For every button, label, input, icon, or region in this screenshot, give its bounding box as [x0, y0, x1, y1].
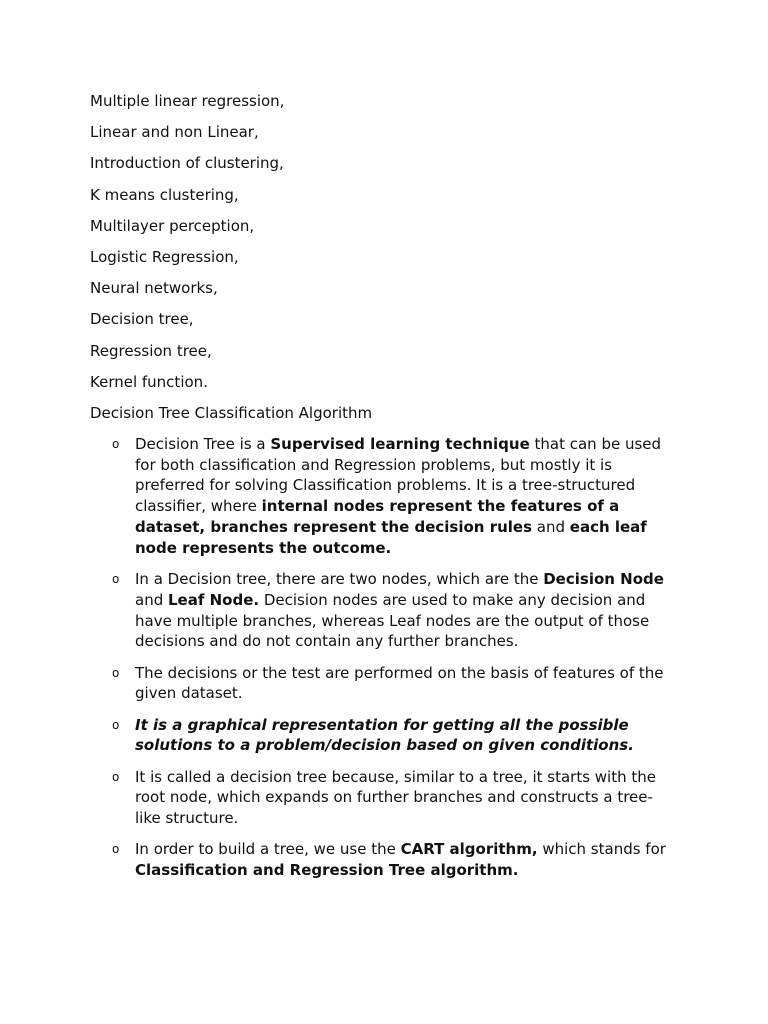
list-item: [90, 663, 675, 705]
bullet-text: Decision nodes are used to make any decision and have multiple branches, whereas Leaf nodes are the output of those decisions and do not contain any further branches.: [135, 590, 650, 651]
bold-phrase: Supervised learning technique: [270, 434, 530, 453]
bold-phrase: CART algorithm,: [400, 840, 538, 859]
bullet-text: The decisions or the test are performed on the basis of features of the given dataset.: [135, 663, 664, 703]
topic-line: Regression tree,: [90, 341, 212, 360]
bullet-list: [90, 434, 690, 881]
bullet-text: that can be used for both classification and Regression problems, but mostly it is preferred for solving Classification problems. It is a tree-structured classifier, where: [135, 434, 662, 516]
bullet-text: and: [532, 518, 570, 537]
bold-phrase: Decision Node: [543, 570, 664, 589]
bullet-marker: o: [112, 769, 120, 784]
bullet-text: Decision Tree is a: [135, 434, 271, 453]
topic-line: Logistic Regression,: [90, 247, 239, 266]
topic-line: Introduction of clustering,: [90, 154, 284, 173]
bold-phrase: Leaf Node.: [168, 590, 260, 609]
bullet-text: and: [135, 590, 168, 609]
list-item: [90, 767, 675, 829]
bold-phrase: Classification and Regression Tree algorithm.: [135, 861, 519, 880]
bullet-marker: o: [112, 572, 120, 587]
topic-line: Decision tree,: [90, 310, 194, 329]
list-item: [90, 569, 675, 652]
bullet-text: In order to build a tree, we use the: [135, 840, 401, 859]
bullet-text: In a Decision tree, there are two nodes, which are the: [135, 570, 544, 589]
topic-line: Multilayer perception,: [90, 216, 255, 235]
topic-line: K means clustering,: [90, 185, 239, 204]
section-heading: Decision Tree Classification Algorithm: [90, 403, 373, 422]
topic-line: Multiple linear regression,: [90, 92, 285, 110]
bullet-marker: o: [112, 842, 120, 857]
bullet-text: which stands for: [537, 840, 666, 859]
topic-line: Neural networks,: [90, 279, 218, 298]
topic-line: Linear and non Linear,: [90, 123, 259, 142]
list-item: [90, 715, 675, 757]
bold-italic-text: It is a graphical representation for getting all the possible solutions to a problem/decision based on given conditions.: [135, 715, 634, 755]
bullet-text: It is called a decision tree because, similar to a tree, it starts with the root node, which expands on further branches and constructs a tree-like structure.: [135, 767, 656, 828]
bullet-marker: o: [112, 436, 120, 451]
bullet-marker: o: [112, 717, 120, 732]
bold-phrase: internal nodes represent the features of a dataset, branches represent the decision rules: [135, 497, 620, 537]
bullet-marker: o: [112, 665, 120, 680]
list-item: [90, 434, 675, 559]
list-item: [90, 839, 675, 881]
document-page: [90, 91, 690, 891]
bold-phrase: each leaf node represents the outcome.: [135, 518, 647, 557]
topic-line: Kernel function.: [90, 372, 208, 391]
